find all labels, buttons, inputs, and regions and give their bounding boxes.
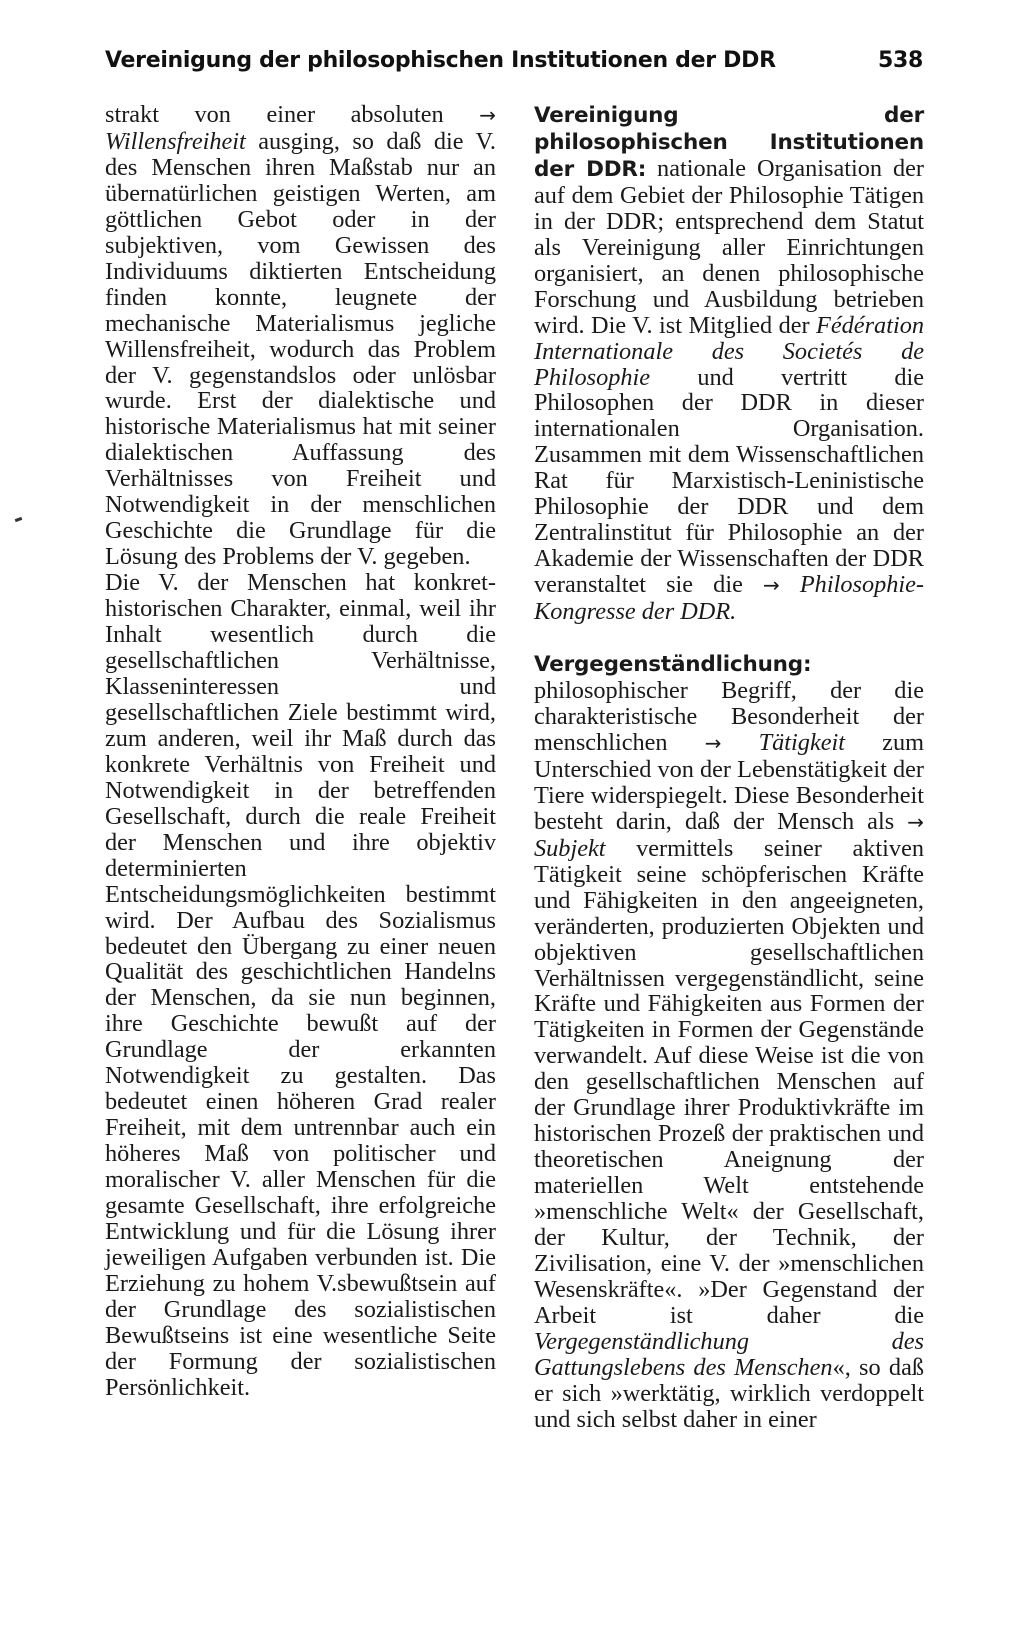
entry-vereinigung [534, 102, 924, 625]
cross-reference-taetigkeit[interactable]: Tätigkeit [758, 728, 846, 756]
cross-reference-arrow-icon: → [762, 573, 780, 598]
cross-reference-subjekt[interactable]: Subjekt [534, 834, 606, 862]
cross-reference-arrow-icon: → [704, 730, 722, 755]
text-run: strakt von einer absoluten [105, 101, 444, 128]
entry-lemma: Vergegenständlichung: [534, 652, 812, 678]
cross-reference-arrow-icon: → [479, 103, 496, 127]
text-run: nationale Organisation der auf dem Gebiet der Philosophie Tätigen in der DDR; entsprechend dem Statut als Vereinigung aller Einrichtungen organisiert, an denen philosophische Forschung und Ausbildung betrieben wird. Die V. ist Mitglied der [534, 154, 924, 339]
entry-lemma: Vereinigung der philosophischen Institutionen der DDR: [534, 103, 924, 182]
left-column [105, 102, 496, 1401]
cross-reference-philosophie-kongresse[interactable]: Philosophie-Kongresse der DDR. [534, 571, 925, 626]
stray-mark [15, 517, 23, 522]
cross-reference-willensfreiheit[interactable]: Willensfreiheit [105, 127, 246, 155]
text-run: «, so daß er sich »werktätig, wirklich verdoppelt und sich selbst daher in einer [534, 1353, 925, 1433]
reference-federation: Fédération Internationale des Societés de Philosophie [534, 311, 924, 391]
entry-body [534, 651, 924, 1433]
text-run: vermittels seiner aktiven Tätigkeit seine schöpferischen Kräfte und Fähigkeiten in den angeeigneten, veränderten, produzierten Objekten und objektiven gesellschaftlichen Verhältnissen vergegenständlicht, seine Kräfte und Fähigkeiten aus Formen der Tätigkeiten in Formen der Gegenstände verwandelt. Auf diese Weise ist die von den gesellschaftlichen Menschen auf der Grundlage ihrer Produktivkräfte im historischen Prozeß der praktischen und theoretischen Aneignung der materiellen Welt entstehende »menschliche Welt« der Gesellschaft, der Kultur, der Technik, der Zivilisation, eine V. der »menschlichen Wesenskräfte«. »Der Gegenstand der Arbeit ist daher die [534, 834, 925, 1329]
right-column [534, 102, 924, 1433]
text-run: und vertritt die Philosophen der DDR in dieser internationalen Organisation. Zusammen mit dem Wissenschaftlichen Rat für Marxistisch-Leninistische Philosophie der DDR und dem Zentralinstitut für Philosophie an der Akademie der Wissenschaften der DDR veranstaltet sie die [534, 363, 924, 599]
page-number: 538 [877, 48, 923, 73]
paragraph-konkret-historisch: Die V. der Menschen hat konkret-historischen Charakter, einmal, weil ihr Inhalt wesentlich durch die gesellschaftlichen Verhältnisse, Klasseninteressen und gesellschaftlichen Ziele bestimmt wird, zum anderen, weil ihr Maß durch das konkrete Verhältnis von Freiheit und Notwendigkeit in der betreffenden Gesellschaft, durch die reale Freiheit der Menschen und ihre objektiv determinierten Entscheidungsmöglichkeiten bestimmt wird. Der Aufbau des Sozialismus bedeutet den Übergang zu einer neuen Qualität des geschichtlichen Handelns der Menschen, da sie nun beginnen, ihre Geschichte bewußt auf der Grundlage der erkannten Notwendigkeit zu gestalten. Das bedeutet einen höheren Grad realer Freiheit, mit dem untrennbar auch ein höheres Maß von politischer und moralischer V. aller Menschen für die gesamte Gesellschaft, ihre erfolgreiche Entwicklung und für die Lösung ihrer jeweiligen Aufgaben verbunden ist. Die Erziehung zu hohem V.sbewußtsein auf der Grundlage des sozialistischen Bewußtseins ist eine wesentliche Seite der Formung der sozialistischen Persönlichkeit. [105, 569, 496, 1401]
entry-body [534, 102, 924, 625]
quotation-italic: Vergegenständlichung des Gattungslebens des Menschen [534, 1327, 924, 1381]
text-run: zum Unterschied von der Lebenstätigkeit der Tiere widerspiegelt. Diese Besonderheit besteht darin, daß der Mensch als [534, 728, 925, 835]
entry-vergegenstaendlichung [534, 651, 924, 1433]
text-run: ausging, so daß die V. des Menschen ihren Maßstab nur an übernatürlichen geistigen Werten, am göttlichen Gebot oder in der subjektiven, vom Gewissen des Individuums diktierten Entscheidung finden konnte, leugnete der mechanische Materialismus jegliche Willensfreiheit, wodurch das Problem der V. gegenstandslos oder unlösbar wurde. Erst der dialektische und historische Materialismus hat mit seiner dialektischen Auffassung des Verhältnisses von Freiheit und Notwendigkeit in der menschlichen Geschichte die Grundlage für die Lösung des Problems der V. gegeben. [105, 127, 496, 571]
cross-reference-arrow-icon: → [907, 809, 924, 834]
running-title: Vereinigung der philosophischen Institutionen der DDR [105, 48, 776, 73]
paragraph-continuation [105, 102, 496, 570]
text-run: philosophischer Begriff, der die charakteristische Besonderheit der menschlichen [534, 677, 924, 756]
